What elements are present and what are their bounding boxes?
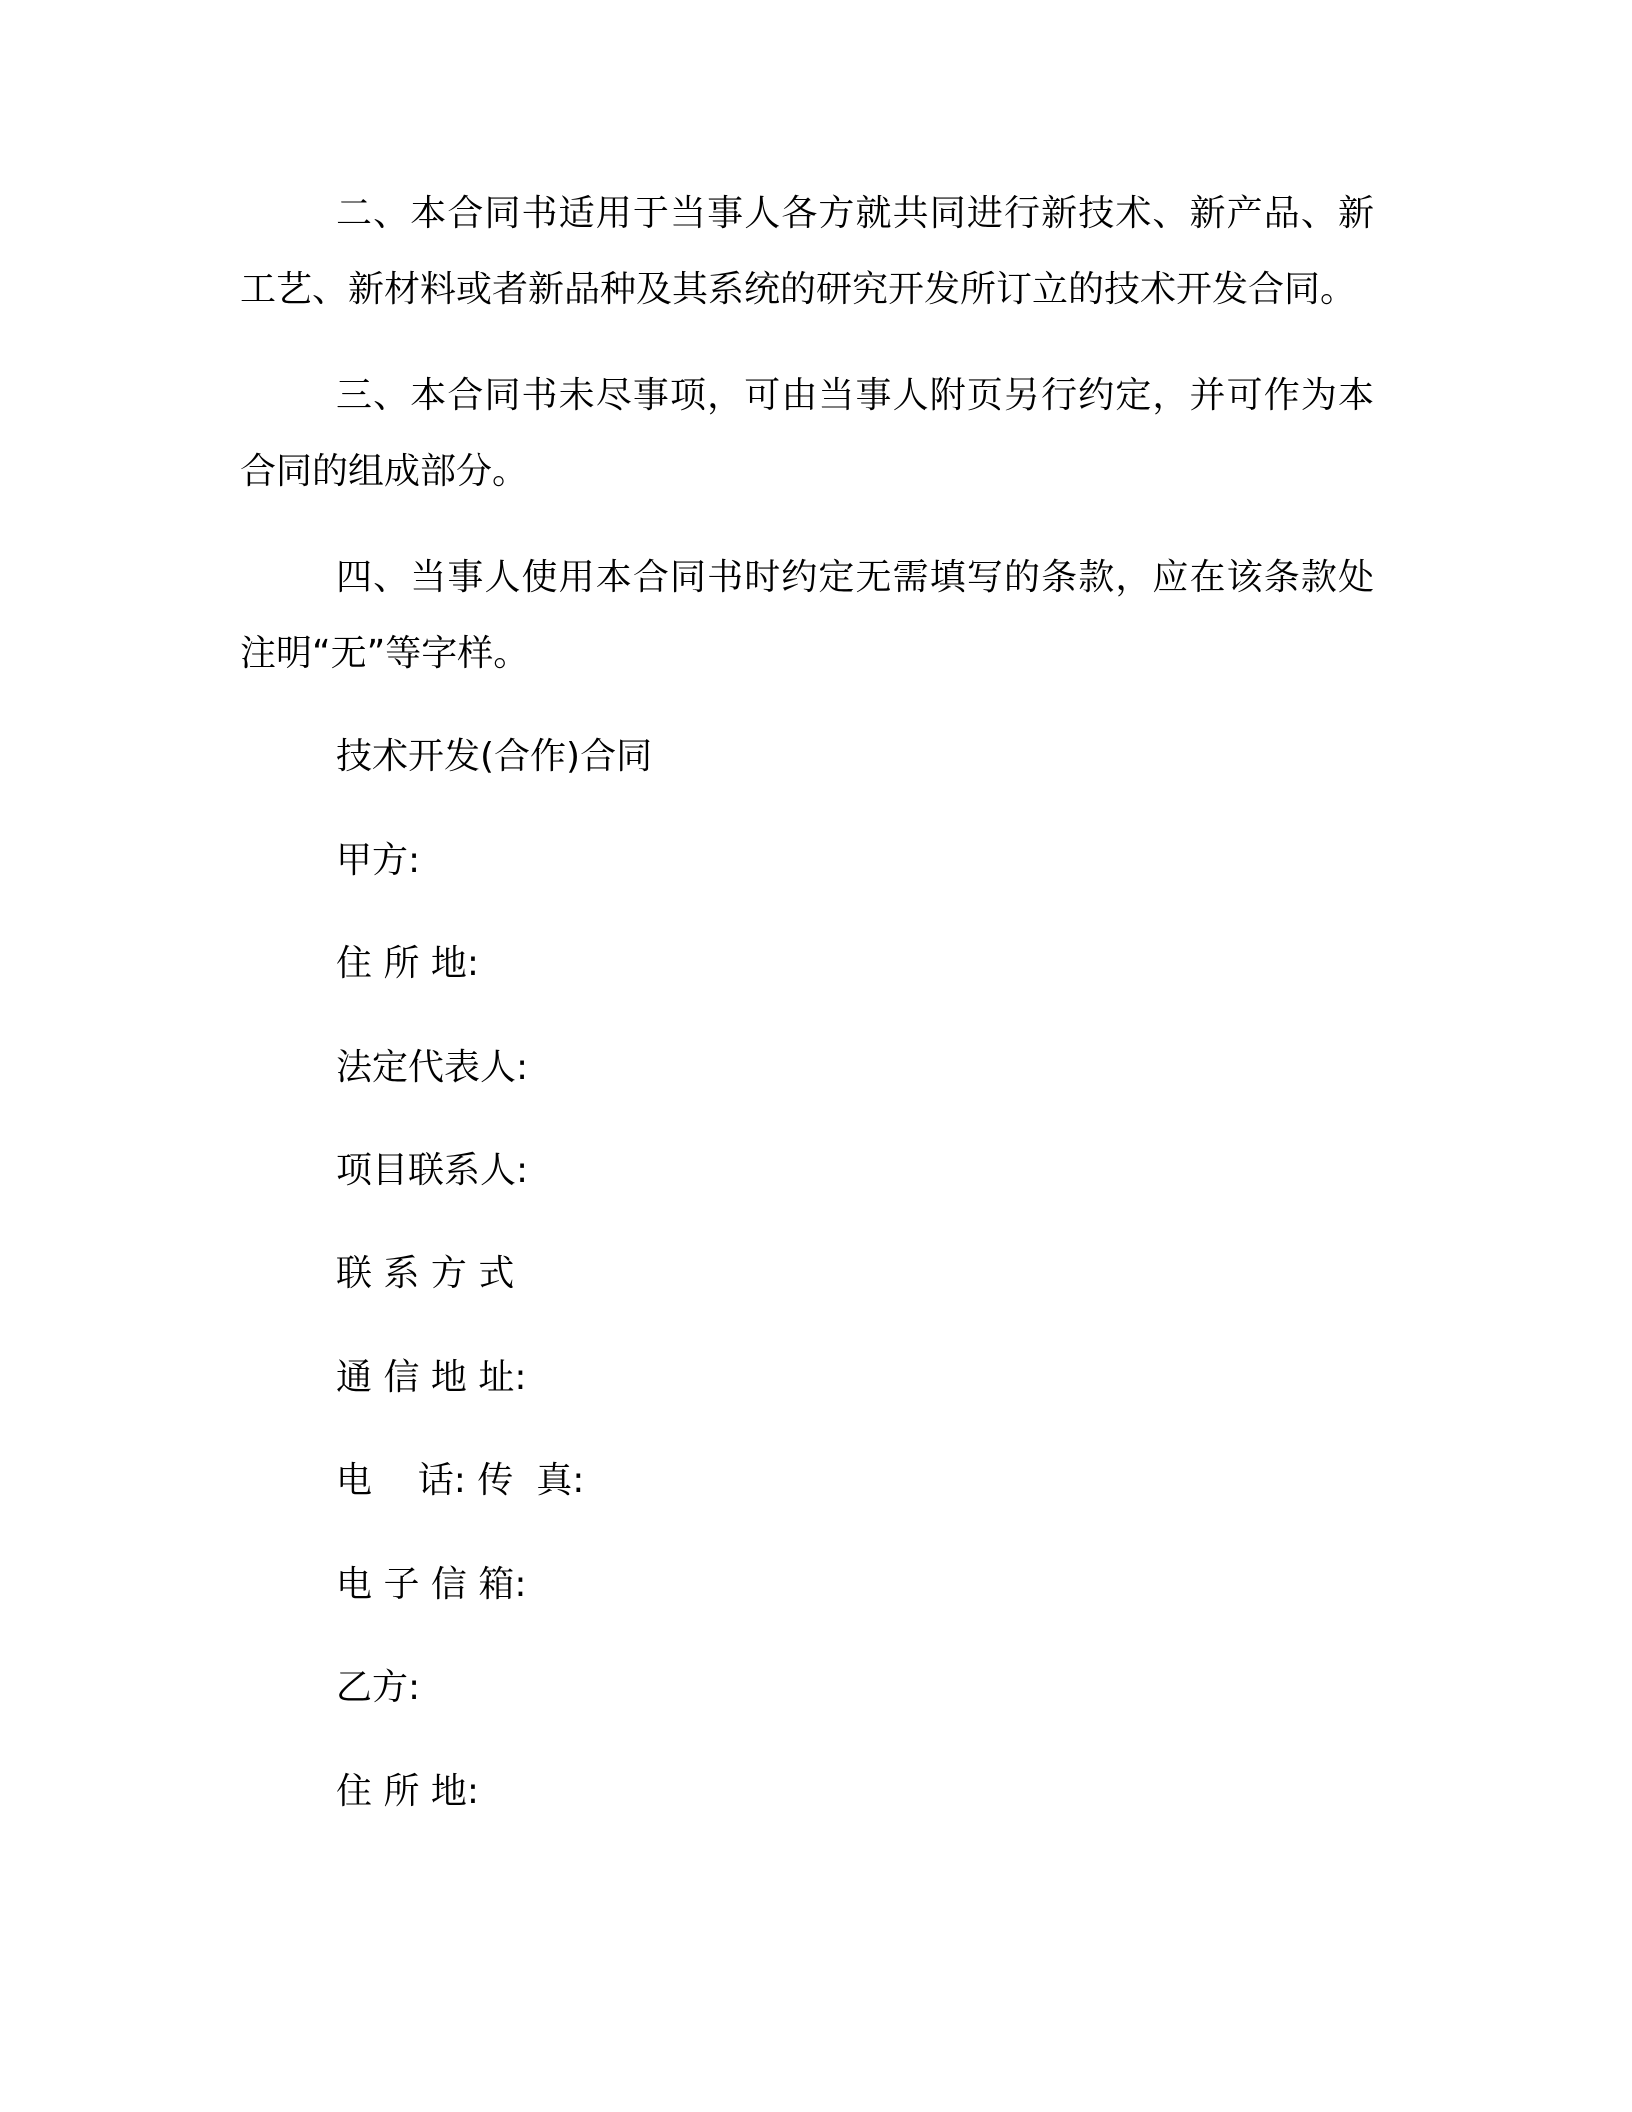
party-a-contact-method-label: 联 系 方 式 xyxy=(336,1253,515,1294)
clause-3-paragraph: 三、本合同书未尽事项，可由当事人附页另行约定，并可作为本合同的组成部分。 xyxy=(240,375,1374,492)
clause-4-paragraph: 四、当事人使用本合同书时约定无需填写的条款，应在该条款处注明“无”等字样。 xyxy=(240,557,1374,674)
party-a-address-label: 住 所 地: xyxy=(336,943,480,984)
contract-title: 技术开发(合作)合同 xyxy=(336,736,653,777)
clause-2-paragraph: 二、本合同书适用于当事人各方就共同进行新技术、新产品、新工艺、新材料或者新品种及其系统的研究开发所订立的技术开发合同。 xyxy=(240,193,1374,310)
party-a-email-label: 电 子 信 箱: xyxy=(336,1564,527,1605)
party-a-contact-person-label: 项目联系人: xyxy=(336,1150,529,1191)
party-a-label: 甲方: xyxy=(336,840,421,881)
party-a-legal-rep-label: 法定代表人: xyxy=(336,1047,529,1088)
party-a-mailing-address-label: 通 信 地 址: xyxy=(336,1357,527,1398)
party-b-address-label: 住 所 地: xyxy=(336,1771,480,1812)
party-a-phone-fax-label: 电 话: 传 真: xyxy=(336,1460,585,1501)
party-b-label: 乙方: xyxy=(336,1667,421,1708)
